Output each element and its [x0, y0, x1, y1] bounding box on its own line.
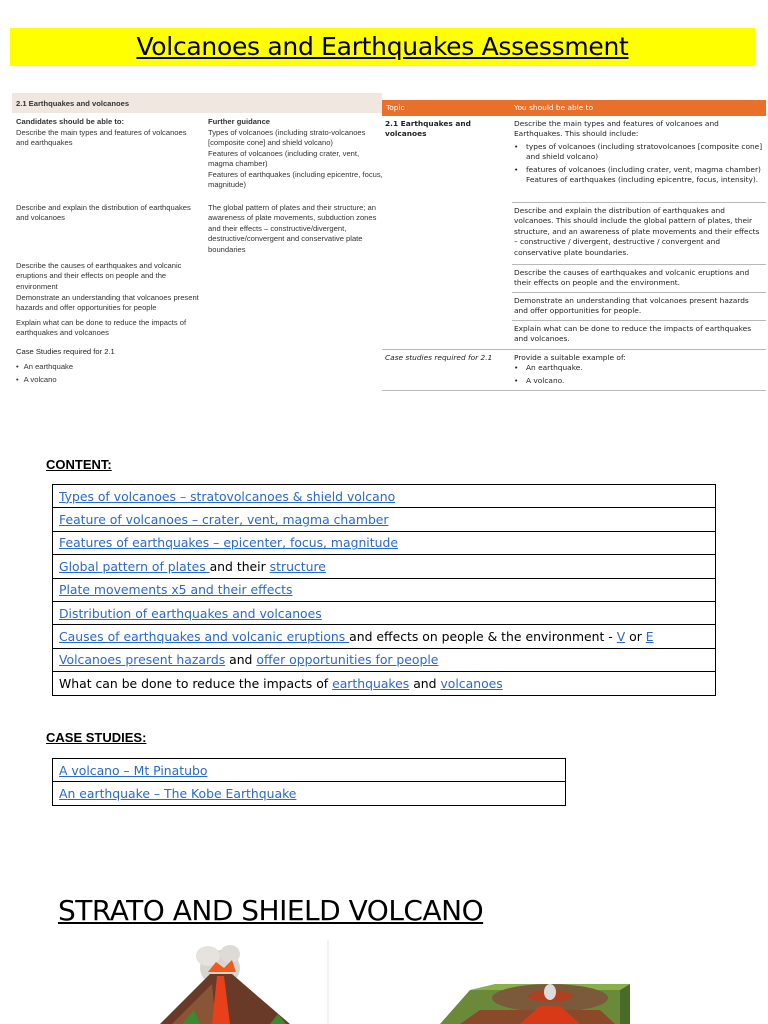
link-earthquakes[interactable]: earthquakes	[332, 675, 410, 691]
list-item: • A volcano	[16, 375, 201, 385]
link-global-pattern-of-plates[interactable]: Global pattern of plates	[59, 558, 210, 574]
row-text: or	[625, 629, 646, 645]
link-v[interactable]: V	[616, 629, 626, 645]
table-row	[53, 531, 716, 554]
table-row	[53, 601, 716, 624]
spec-left-row3: Describe the causes of earthquakes and volcanic eruptions and their effects on people and the environment	[16, 261, 182, 291]
list-item: • An earthquake	[16, 362, 201, 372]
page-title: Volcanoes and Earthquakes Assessment	[136, 32, 629, 61]
divider	[512, 320, 766, 321]
spec-left-row5: Explain what can be done to reduce the impacts of earthquakes and volcanoes	[16, 318, 187, 338]
link-plate-movements[interactable]: Plate movements x5 and their effects	[59, 582, 293, 598]
spec-excerpt-right	[382, 100, 766, 392]
list-item: • features of volcanoes (including crater, vent, magma chamber) Features of earthquakes (including epicentre, focus, intensity).	[514, 165, 764, 186]
table-row	[53, 648, 716, 671]
spec-right-row1: Describe the main types and features of volcanoes and Earthquakes. This should include: • types of volcanoes (including stratovolcanoes [composite cone] and shield volcano) • features of volcanoes (including crater, vent, magma chamber) Features of earthquakes (including epicentre, focus, intensity).	[514, 119, 764, 185]
spec-right-case-label: Case studies required for 2.1	[385, 353, 493, 362]
strato-shield-heading: STRATO AND SHIELD VOLCANO	[58, 894, 484, 927]
spec-left-guidance-1b: Features of volcanoes (including crater, vent, magma chamber)	[208, 149, 360, 169]
link-structure[interactable]: structure	[269, 558, 326, 574]
spec-right-row3: Describe the causes of earthquakes and volcanic eruptions and their effects on people and the environment.	[514, 268, 750, 288]
link-volcanoes-present-hazards[interactable]: Volcanoes present hazards	[59, 652, 226, 668]
spec-right-row2: Describe and explain the distribution of earthquakes and volcanoes. This should include the global pattern of plates, their structure, and an awareness of plate movements and their effects – constructive / divergent, destructive / convergent and conservative plate boundaries.	[514, 206, 760, 257]
divider	[512, 292, 766, 293]
link-offer-opportunities[interactable]: offer opportunities for people	[256, 652, 439, 668]
link-e[interactable]: E	[645, 629, 654, 645]
spec-right-col2-header: You should be able to	[514, 103, 594, 112]
spec-left-header: 2.1 Earthquakes and volcanoes	[12, 93, 382, 113]
spec-left-guidance-1a: Types of volcanoes (including strato-volcanoes [composite cone] and shield volcano)	[208, 128, 366, 148]
spec-excerpt-left	[12, 93, 382, 398]
link-mt-pinatubo[interactable]: A volcano – Mt Pinatubo	[59, 762, 208, 778]
divider	[382, 390, 766, 391]
table-row	[53, 508, 716, 531]
link-features-of-earthquakes[interactable]: Features of earthquakes – epicenter, focus, magnitude	[59, 535, 398, 551]
table-row	[53, 672, 716, 695]
spec-right-col1-header: Topic	[386, 103, 405, 112]
spec-right-header	[382, 100, 766, 116]
case-studies-heading: CASE STUDIES:	[46, 730, 147, 745]
row-text: and their	[209, 558, 270, 574]
stratovolcano-image	[120, 940, 330, 1024]
table-row	[53, 578, 716, 601]
divider	[512, 264, 766, 265]
spec-left-col1-title: Candidates should be able to:	[16, 117, 125, 126]
spec-left-case-title: Case Studies required for 2.1	[16, 347, 115, 356]
content-table	[52, 484, 716, 696]
link-features-of-volcanoes[interactable]: Feature of volcanoes – crater, vent, magma chamber	[59, 512, 389, 528]
spec-left-guidance-1c: Features of earthquakes (including epicentre, focus, magnitude)	[208, 170, 383, 190]
shield-volcano-image	[400, 940, 640, 1024]
spec-left-row2: Describe and explain the distribution of earthquakes and volcanoes	[16, 203, 191, 223]
case-studies-table	[52, 758, 566, 806]
row-text: and	[409, 675, 441, 691]
link-types-of-volcanoes[interactable]: Types of volcanoes – stratovolcanoes & shield volcano	[59, 488, 396, 504]
link-causes[interactable]: Causes of earthquakes and volcanic eruptions	[59, 629, 350, 645]
table-row	[53, 782, 566, 805]
link-distribution[interactable]: Distribution of earthquakes and volcanoes	[59, 605, 322, 621]
spec-left-guidance-2: The global pattern of plates and their structure; an awareness of plate movements, subduction zones and their effects – constructive/divergent, destructive/convergent and conservative plate boundaries	[208, 203, 377, 254]
spec-left-row1: Describe the main types and features of volcanoes and earthquakes	[16, 128, 187, 148]
spec-right-row5: Explain what can be done to reduce the impacts of earthquakes and volcanoes.	[514, 324, 752, 344]
table-row	[53, 485, 716, 508]
content-heading: CONTENT:	[46, 457, 112, 472]
link-kobe-earthquake[interactable]: An earthquake – The Kobe Earthquake	[59, 786, 297, 802]
table-row	[53, 625, 716, 648]
list-item: • types of volcanoes (including stratovolcanoes [composite cone] and shield volcano)	[514, 142, 764, 163]
divider	[382, 349, 766, 350]
spec-right-case: Provide a suitable example of: • An earthquake. • A volcano.	[514, 353, 764, 386]
divider	[512, 202, 766, 203]
title-banner	[10, 28, 755, 66]
table-row	[53, 759, 566, 782]
spec-right-row4: Demonstrate an understanding that volcanoes present hazards and offer opportunities for people.	[514, 296, 749, 316]
table-row	[53, 555, 716, 578]
link-volcanoes[interactable]: volcanoes	[440, 675, 503, 691]
list-item: • A volcano.	[514, 376, 764, 386]
row-text: and effects on people & the environment -	[349, 629, 617, 645]
spec-left-case-list	[16, 362, 201, 386]
spec-right-topic: 2.1 Earthquakes and volcanoes	[385, 119, 471, 139]
spec-left-row4: Demonstrate an understanding that volcanoes present hazards and offer opportunities for people	[16, 293, 199, 313]
list-item: • An earthquake.	[514, 363, 764, 373]
row-text: and	[225, 652, 257, 668]
row-text: What can be done to reduce the impacts of	[59, 675, 333, 691]
spec-left-col2-title: Further guidance	[208, 117, 271, 126]
